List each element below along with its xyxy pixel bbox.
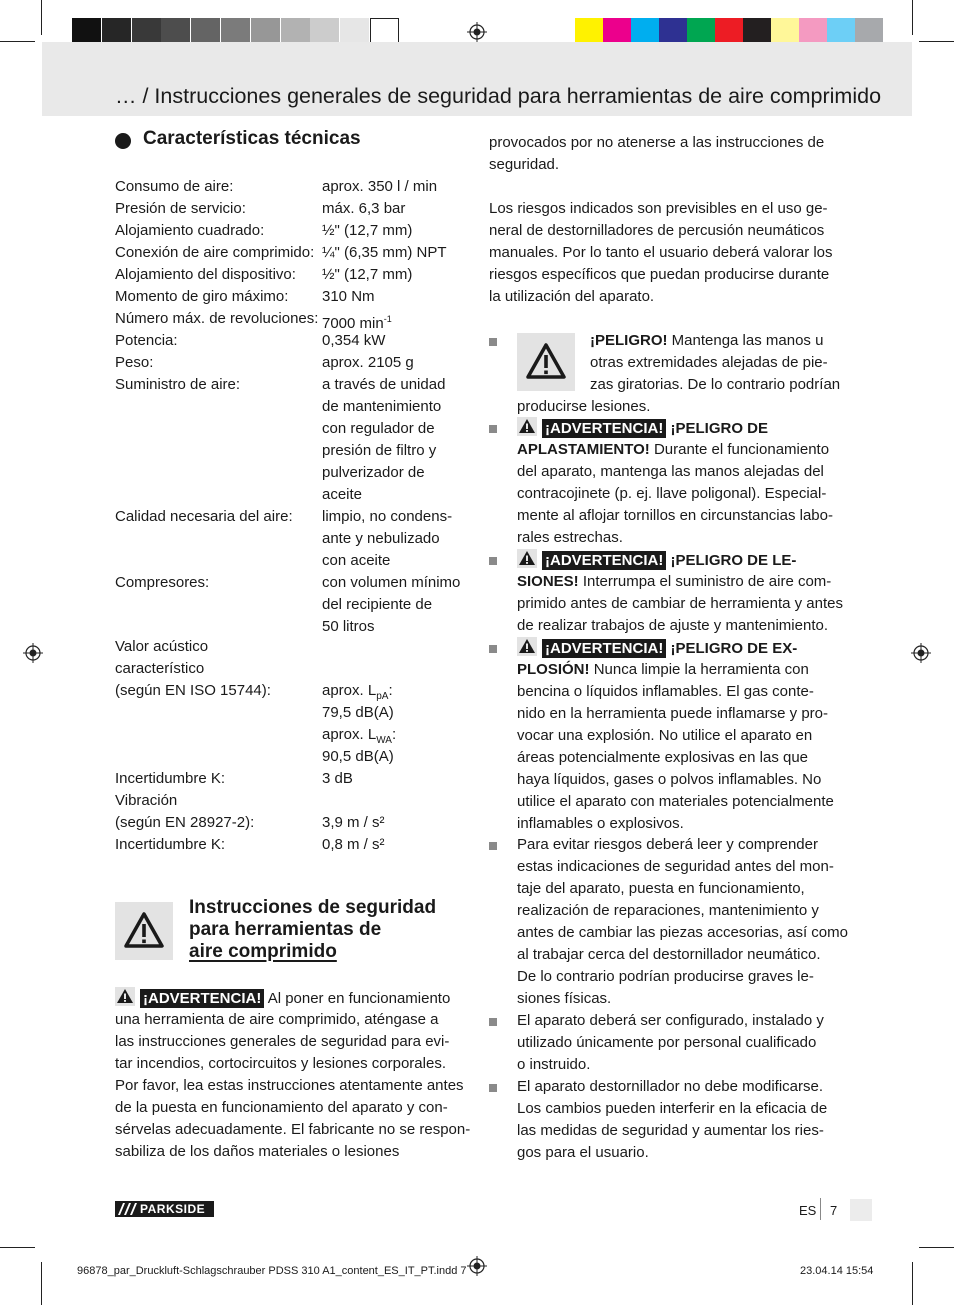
bullet-line: utilizado únicamente por personal cualificado [517,1034,817,1051]
spec-label: Calidad necesaria del aire: [115,508,293,525]
crop-mark [0,1247,35,1248]
acoustic-label: (según EN ISO 15744): [115,682,271,699]
paragraph-line: nido en la herramienta puede inflamarse y pro- [517,705,829,722]
paragraph-line: provocados por no atenerse a las instrucciones de [489,134,825,151]
footer-divider [820,1198,821,1220]
paragraph-line: de la puesta en funcionamiento del aparato y con- [115,1099,448,1116]
spec-label: Número máx. de revoluciones: [115,310,319,327]
spec-value: ante y nebulizado [322,530,440,547]
spec-value: ¼" (6,35 mm) NPT [322,244,447,261]
section-bullet-icon [115,133,131,149]
list-bullet [489,338,497,346]
bullet-line: estas indicaciones de seguridad antes del mon- [517,858,834,875]
lpa-label: aprox. $L_{pA}$: [322,682,393,702]
warning-triangle-icon [517,417,537,436]
footer-box [850,1199,872,1221]
advertencia-badge: ¡ADVERTENCIA! [140,989,264,1008]
spec-value: aprox. 350 l / min [322,178,438,195]
paragraph-line: primido antes de cambiar de herramienta y antes [517,595,844,612]
warning-triangle-icon [115,902,173,960]
spec-value: presión de filtro y [322,442,437,459]
paragraph-line: Los riesgos indicados son previsibles en el uso ge- [489,200,828,217]
spec-label: Alojamiento del dispositivo: [115,266,296,283]
spec-label: Momento de giro máximo: [115,288,289,305]
page-title: … / Instrucciones generales de seguridad para herramientas de aire comprimido [115,84,882,108]
warning-triangle-icon [115,987,135,1006]
section-title: Características técnicas [143,128,361,149]
list-bullet [489,1018,497,1026]
spec-value: 7000 $\min^{-1}$ [322,314,392,332]
spec-label: Potencia: [115,332,178,349]
safety-heading: Instrucciones de seguridad para herramientas de aire comprimido [189,897,437,962]
uncertainty-label: Incertidumbre K: [115,770,226,787]
spec-value: con volumen mínimo [322,574,461,591]
bullet-line: al trabajar cerca del destornillador neumático. [517,946,821,963]
warning-triangle-icon [517,333,575,391]
vibration-label: (según EN 28927-2): [115,814,255,831]
vibration-value: 3,9 m / s² [322,814,385,831]
registration-mark-icon [23,643,43,663]
slug-file: 96878_par_Druckluft-Schlagschrauber PDSS 310 A1_content_ES_IT_PT.indd 7 [77,1265,467,1277]
warning-box [115,902,173,960]
paragraph-line: contracojinete (p. ej. llave poligonal). Especial- [517,485,827,502]
acoustic-label: Valor acústico [115,638,209,655]
spec-value: ½" (12,7 mm) [322,266,413,283]
spec-value: de mantenimiento [322,398,442,415]
spec-label: Consumo de aire: [115,178,234,195]
crop-mark [41,1262,42,1305]
adv2-first-line: ¡ADVERTENCIA! ¡PELIGRO DE LE- [517,549,796,572]
paragraph-line: tar incendios, cortocircuitos y lesiones corporales. [115,1055,446,1072]
spec-value: con aceite [322,552,391,569]
bullet-line: las medidas de seguridad y aumentar los ries- [517,1122,824,1139]
peligro-line: ¡PELIGRO! Mantenga las manos u [590,332,824,349]
parkside-logo: PARKSIDE [115,1201,214,1217]
spec-value: aprox. 2105 g [322,354,414,371]
advertencia-badge: ¡ADVERTENCIA! [542,639,666,658]
spec-value: 0,354 kW [322,332,386,349]
paragraph-line: riesgos específicos que puedan producirse durante [489,266,830,283]
page-number: 7 [830,1203,838,1218]
acoustic-label: característico [115,660,205,677]
advertencia-paragraph-first-line: ¡ADVERTENCIA! Al poner en funcionamiento [115,987,450,1010]
registration-mark-icon [911,643,931,663]
list-bullet [489,557,497,565]
adv2-line: SIONES! Interrumpa el suministro de aire com- [517,573,832,590]
spec-value: máx. 6,3 bar [322,200,406,217]
uncertainty-value: 3 dB [322,770,353,787]
warning-box [517,333,575,391]
warning-triangle-icon [517,637,537,656]
slug-date: 23.04.14 15:54 [800,1265,874,1277]
bullet-line: o instruido. [517,1056,591,1073]
bullet-line: gos para el usuario. [517,1144,649,1161]
lpa-value: 79,5 dB(A) [322,704,394,721]
lwa-value: 90,5 dB(A) [322,748,394,765]
spec-value: limpio, no condens- [322,508,453,525]
paragraph-line: la utilización del aparato. [489,288,655,305]
bullet-line: Para evitar riesgos deberá leer y comprender [517,836,818,853]
list-bullet [489,842,497,850]
spec-value: a través de unidad [322,376,446,393]
warning-triangle-icon [517,549,537,568]
bullet-line: antes de cambiar las piezas accesorias, así como [517,924,848,941]
spec-value: pulverizador de [322,464,425,481]
bullet-line: realización de reparaciones, mantenimiento y [517,902,819,919]
spec-label: Compresores: [115,574,210,591]
advertencia-badge: ¡ADVERTENCIA! [542,419,666,438]
bullet-line: taje del aparato, puesta en funcionamiento, [517,880,805,897]
paragraph-line: haya líquidos, gases o polvos inflamables. No [517,771,822,788]
spec-label: Presión de servicio: [115,200,246,217]
paragraph-line: sabiliza de los daños materiales o lesiones [115,1143,400,1160]
paragraph-line: Por favor, lea estas instrucciones atentamente antes [115,1077,464,1094]
paragraph-line: neral de destornilladores de percusión neumáticos [489,222,825,239]
paragraph-line: una herramienta de aire comprimido, aténgase a [115,1011,439,1028]
paragraph-line: manuales. Por lo tanto el usuario deberá valorar los [489,244,833,261]
peligro-line: zas giratorias. De lo contrario podrían [590,376,841,393]
adv3-line: PLOSIÓN! Nunca limpie la herramienta con [517,661,809,678]
spec-label: Alojamiento cuadrado: [115,222,265,239]
spec-value: aceite [322,486,363,503]
spec-label: Suministro de aire: [115,376,241,393]
crop-mark [912,0,913,35]
spec-value: ½" (12,7 mm) [322,222,413,239]
spec-value: del recipiente de [322,596,433,613]
peligro-line: producirse lesiones. [517,398,651,415]
spec-value: 50 litros [322,618,375,635]
list-bullet [489,1084,497,1092]
adv3-first-line: ¡ADVERTENCIA! ¡PELIGRO DE EX- [517,637,797,660]
paragraph-line: de realizar trabajos de ajuste y mantenimiento. [517,617,829,634]
paragraph-line: bencina o líquidos inflamables. El gas conte- [517,683,814,700]
adv1-line: APLASTAMIENTO! Durante el funcionamiento [517,441,830,458]
bullet-line: El aparato destornillador no debe modificarse. [517,1078,824,1095]
vibration-label: Vibración [115,792,178,809]
paragraph-line: utilice el aparato con materiales potencialmente [517,793,834,810]
advertencia-badge: ¡ADVERTENCIA! [542,551,666,570]
lwa-label: aprox. $L_{WA}$: [322,726,397,746]
registration-mark-icon [467,22,487,42]
bullet-line: siones físicas. [517,990,612,1007]
registration-mark-icon [467,1256,487,1276]
peligro-line: otras extremidades alejadas de pie- [590,354,828,371]
bullet-line: El aparato deberá ser configurado, instalado y [517,1012,824,1029]
list-bullet [489,645,497,653]
paragraph-line: rales estrechas. [517,529,623,546]
paragraph-line: áreas potencialmente explosivas en las que [517,749,809,766]
paragraph-line: seguridad. [489,156,560,173]
paragraph-line: mente al aflojar tornillos en circunstancias labo- [517,507,833,524]
spec-value: 310 Nm [322,288,375,305]
paragraph-line: inflamables o explosivos. [517,815,684,832]
spec-value: con regulador de [322,420,435,437]
list-bullet [489,425,497,433]
bullet-line: Los cambios pueden interferir en la eficacia de [517,1100,828,1117]
footer-language: ES [799,1203,817,1218]
crop-mark [919,1247,954,1248]
uncertainty-value: 0,8 m / s² [322,836,385,853]
crop-mark [919,41,954,42]
paragraph-line: las instrucciones generales de seguridad para evi- [115,1033,450,1050]
paragraph-line: del aparato, mantenga las manos alejadas del [517,463,824,480]
bullet-line: De lo contrario podrían producirse graves le- [517,968,814,985]
uncertainty-label: Incertidumbre K: [115,836,226,853]
crop-mark [41,0,42,35]
paragraph-line: sérvelas adecuadamente. El fabricante no se respon- [115,1121,471,1138]
spec-label: Conexión de aire comprimido: [115,244,315,261]
paragraph-line: vocar una explosión. No utilice el aparato en [517,727,813,744]
crop-mark [912,1262,913,1305]
adv1-first-line: ¡ADVERTENCIA! ¡PELIGRO DE [517,417,768,440]
crop-mark [0,41,35,42]
spec-label: Peso: [115,354,154,371]
